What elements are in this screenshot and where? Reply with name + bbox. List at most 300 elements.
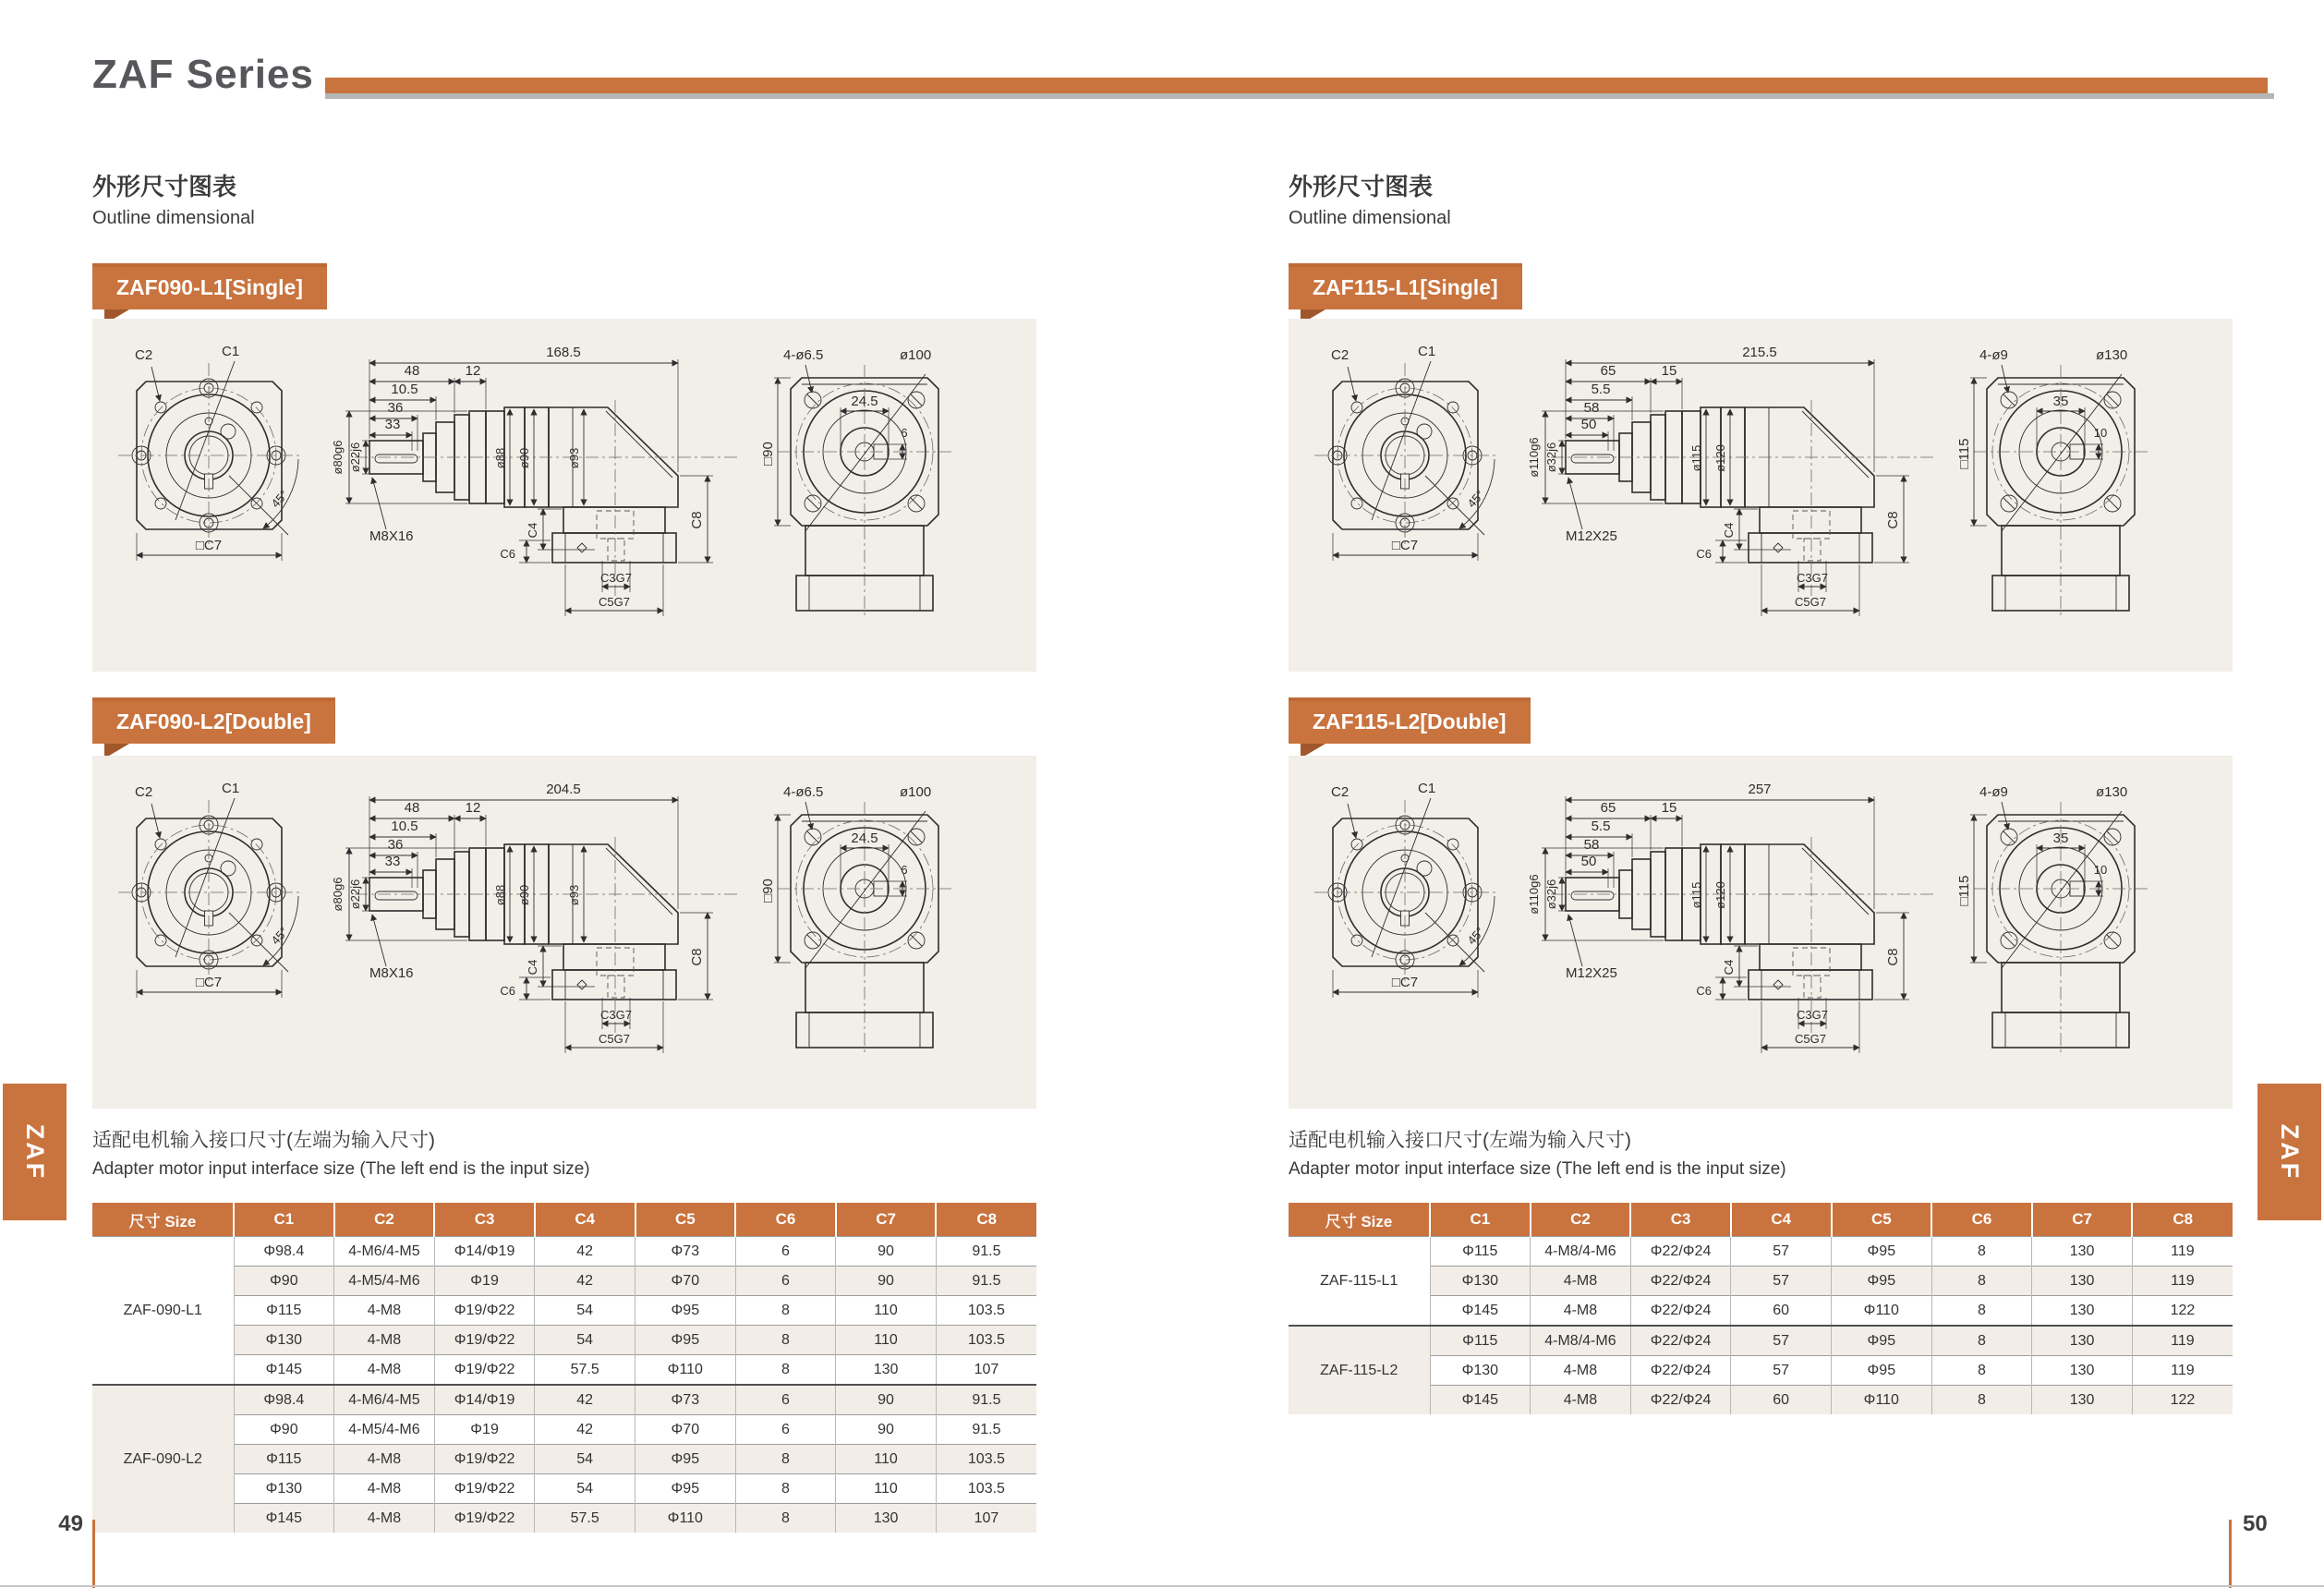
table-cell: Φ22/Φ24 <box>1630 1386 1731 1415</box>
dim-label: M12X25 <box>1566 528 1617 544</box>
dim-label: ø80g6 <box>331 440 345 475</box>
series-tab-right <box>2257 1084 2321 1220</box>
table-cell: Φ73 <box>635 1385 736 1415</box>
table-cell: 90 <box>836 1237 937 1267</box>
table-header-cell: C8 <box>936 1203 1036 1237</box>
table-cell: 8 <box>1931 1326 2032 1356</box>
table-cell: 107 <box>936 1355 1036 1386</box>
dim-label: 12 <box>465 363 481 379</box>
table-cell: 107 <box>936 1504 1036 1533</box>
dim-label: C1 <box>222 781 240 796</box>
table-header-cell: C7 <box>836 1203 937 1237</box>
dim-label: 204.5 <box>546 782 581 797</box>
table-cell: 8 <box>1931 1296 2032 1327</box>
dim-label: ø90 <box>517 447 531 469</box>
table-header-cell: C1 <box>234 1203 334 1237</box>
table-cell: 4-M8 <box>1531 1386 1631 1415</box>
table-cell: Φ95 <box>1832 1267 1932 1296</box>
table-cell: 57 <box>1731 1326 1832 1356</box>
table-cell: Φ19/Φ22 <box>434 1445 535 1474</box>
table-row <box>92 1504 1036 1533</box>
table-cell: 54 <box>535 1474 635 1504</box>
table-header-size: 尺寸 Size <box>92 1203 234 1237</box>
table-row <box>1289 1267 2233 1296</box>
table-cell: 4-M8 <box>334 1474 435 1504</box>
table-cell: 103.5 <box>936 1445 1036 1474</box>
dim-label: 58 <box>1583 400 1600 416</box>
table-cell: 42 <box>535 1267 635 1296</box>
table-cell: 60 <box>1731 1296 1832 1327</box>
table-header-cell: C3 <box>434 1203 535 1237</box>
drawing-zaf115-l2 <box>1289 756 2233 1109</box>
table-cell: 4-M5/4-M6 <box>334 1267 435 1296</box>
table-cell: Φ98.4 <box>234 1237 334 1267</box>
table-cell: 60 <box>1731 1386 1832 1415</box>
table-cell: Φ19/Φ22 <box>434 1355 535 1386</box>
dim-label: C3G7 <box>1797 1008 1828 1022</box>
table-row <box>92 1385 1036 1415</box>
gearbox-drawing <box>1289 319 2233 672</box>
dim-label: ø90 <box>517 884 531 906</box>
side-view <box>1527 782 1935 1053</box>
table-cell: Φ95 <box>1832 1356 1932 1386</box>
table-cell: Φ130 <box>234 1326 334 1355</box>
table-cell: 8 <box>735 1355 836 1386</box>
size-group-cell: ZAF-115-L1 <box>1289 1237 1430 1327</box>
size-group-cell: ZAF-115-L2 <box>1289 1326 1430 1414</box>
dim-label: 50 <box>1580 417 1597 432</box>
table-cell: 4-M8 <box>334 1326 435 1355</box>
series-tab-label: ZAF <box>20 1123 49 1181</box>
page-bottom-rule <box>0 1585 2324 1587</box>
table-cell: Φ19/Φ22 <box>434 1504 535 1533</box>
table-cell: 42 <box>535 1385 635 1415</box>
table-cell: 4-M6/4-M5 <box>334 1237 435 1267</box>
end-view <box>1956 784 2148 1053</box>
dim-label: C1 <box>1418 781 1436 796</box>
table-cell: 91.5 <box>936 1385 1036 1415</box>
table-cell: 8 <box>735 1474 836 1504</box>
dim-label: 33 <box>384 417 401 432</box>
table-cell: Φ115 <box>234 1296 334 1326</box>
table-cell: Φ95 <box>635 1445 736 1474</box>
dim-label: □C7 <box>1391 975 1419 990</box>
table-cell: 54 <box>535 1445 635 1474</box>
side-view <box>331 782 739 1053</box>
dim-label: 48 <box>404 800 420 816</box>
table-cell: Φ19/Φ22 <box>434 1326 535 1355</box>
dim-label: C8 <box>1885 511 1901 529</box>
table-cell: 103.5 <box>936 1474 1036 1504</box>
dim-label: C6 <box>1696 547 1712 561</box>
dim-label: C2 <box>1331 347 1350 363</box>
dim-label: C2 <box>135 347 153 363</box>
section-heading-right <box>1289 168 1451 229</box>
table-header-cell: C8 <box>2132 1203 2233 1237</box>
table-cell: 119 <box>2132 1237 2233 1267</box>
spec-table-zaf115 <box>1289 1203 2233 1414</box>
table-cell: Φ110 <box>1832 1386 1932 1415</box>
table-row <box>1289 1356 2233 1386</box>
title-accent-bar <box>325 78 2268 93</box>
dim-label: 5.5 <box>1591 818 1611 834</box>
dim-label: C2 <box>1331 784 1350 800</box>
table-cell: Φ90 <box>234 1415 334 1445</box>
table-cell: Φ22/Φ24 <box>1630 1267 1731 1296</box>
note-en: Adapter motor input interface size (The left end is the input size) <box>1289 1159 1786 1179</box>
dim-label: ø22j6 <box>348 442 362 473</box>
table-cell: 119 <box>2132 1356 2233 1386</box>
dim-label: 36 <box>387 400 404 416</box>
gearbox-drawing <box>1289 756 2233 1109</box>
table-cell: 57.5 <box>535 1504 635 1533</box>
table-cell: 91.5 <box>936 1267 1036 1296</box>
table-cell: Φ70 <box>635 1267 736 1296</box>
end-view <box>1956 347 2148 616</box>
dim-label: 215.5 <box>1742 345 1777 360</box>
dim-label: □115 <box>1956 438 1972 469</box>
series-tab-label: ZAF <box>2275 1123 2304 1181</box>
table-cell: 57 <box>1731 1237 1832 1267</box>
dim-label: C4 <box>1722 522 1736 539</box>
section-title-zh: 外形尺寸图表 <box>92 173 237 200</box>
note-zh: 适配电机输入接口尺寸(左端为输入尺寸) <box>1289 1130 1631 1151</box>
front-view <box>118 781 299 998</box>
table-cell: 130 <box>2032 1356 2133 1386</box>
dim-label: ø120 <box>1713 444 1727 472</box>
table-cell: 91.5 <box>936 1415 1036 1445</box>
section-heading-left <box>92 168 255 229</box>
table-cell: 4-M8 <box>1531 1296 1631 1327</box>
dim-label: 35 <box>2052 394 2069 409</box>
table-cell: 6 <box>735 1237 836 1267</box>
table-cell: Φ90 <box>234 1267 334 1296</box>
table-cell: 57 <box>1731 1356 1832 1386</box>
footer-accent-line-left <box>92 1520 95 1588</box>
series-tab-left <box>3 1084 67 1220</box>
table-row <box>1289 1296 2233 1327</box>
table-cell: Φ95 <box>635 1296 736 1326</box>
dim-label: M8X16 <box>369 965 414 981</box>
table-cell: Φ95 <box>1832 1326 1932 1356</box>
table-cell: 4-M8 <box>334 1445 435 1474</box>
section-title-zh: 外形尺寸图表 <box>1289 173 1434 200</box>
drawing-zaf090-l1 <box>92 319 1036 672</box>
gearbox-drawing <box>92 756 1036 1109</box>
drawing-zaf090-l2 <box>92 756 1036 1109</box>
table-cell: 8 <box>1931 1386 2032 1415</box>
table-cell: 8 <box>1931 1356 2032 1386</box>
dim-label: 10 <box>2093 426 2108 440</box>
table-cell: Φ95 <box>635 1474 736 1504</box>
table-cell: 130 <box>836 1355 937 1386</box>
table-header-size: 尺寸 Size <box>1289 1203 1430 1237</box>
dim-label: C3G7 <box>600 1008 632 1022</box>
dim-label: C5G7 <box>599 1032 630 1046</box>
table-cell: 4-M5/4-M6 <box>334 1415 435 1445</box>
table-cell: 110 <box>836 1445 937 1474</box>
spec-table-zaf090 <box>92 1203 1036 1533</box>
table-cell: 57.5 <box>535 1355 635 1386</box>
table-cell: Φ145 <box>234 1355 334 1386</box>
dim-label: □C7 <box>1391 538 1419 553</box>
table-cell: Φ110 <box>635 1504 736 1533</box>
dim-label: C5G7 <box>1795 595 1826 609</box>
table-cell: 130 <box>836 1504 937 1533</box>
table-cell: 4-M6/4-M5 <box>334 1385 435 1415</box>
side-view <box>1527 345 1935 616</box>
dim-label: 45° <box>1464 924 1487 948</box>
table-cell: Φ130 <box>234 1474 334 1504</box>
dim-label: ø22j6 <box>348 879 362 910</box>
dim-label: C6 <box>1696 984 1712 998</box>
table-cell: 91.5 <box>936 1237 1036 1267</box>
dim-label: 35 <box>2052 830 2069 846</box>
table-cell: 130 <box>2032 1267 2133 1296</box>
model-tag-zaf090-l2: ZAF090-L2[Double] <box>92 697 335 744</box>
table-header-cell: C5 <box>1832 1203 1932 1237</box>
table-row <box>92 1237 1036 1267</box>
dim-label: 65 <box>1600 800 1616 816</box>
note-en: Adapter motor input interface size (The left end is the input size) <box>92 1159 590 1179</box>
dim-label: ø88 <box>493 884 507 906</box>
dim-label: C4 <box>1722 959 1736 976</box>
table-cell: 4-M8/4-M6 <box>1531 1237 1631 1267</box>
table-cell: Φ14/Φ19 <box>434 1385 535 1415</box>
table-cell: 130 <box>2032 1237 2133 1267</box>
dim-label: □115 <box>1956 875 1972 906</box>
table-cell: 54 <box>535 1296 635 1326</box>
table-header-row <box>1289 1203 2233 1237</box>
table-header-cell: C7 <box>2032 1203 2133 1237</box>
dim-label: □90 <box>760 879 776 903</box>
table-row <box>92 1355 1036 1386</box>
table-cell: 110 <box>836 1326 937 1355</box>
front-view <box>118 344 299 561</box>
dim-label: C8 <box>689 511 705 529</box>
table-cell: 4-M8 <box>334 1355 435 1386</box>
dim-label: □C7 <box>195 975 223 990</box>
front-view <box>1314 344 1495 561</box>
dim-label: 15 <box>1661 800 1677 816</box>
table-row <box>92 1267 1036 1296</box>
dim-label: C3G7 <box>1797 571 1828 585</box>
table-cell: Φ22/Φ24 <box>1630 1296 1731 1327</box>
end-view <box>760 784 951 1053</box>
table-row <box>92 1296 1036 1326</box>
size-group-cell: ZAF-090-L1 <box>92 1237 234 1386</box>
table-cell: 6 <box>735 1415 836 1445</box>
table-cell: 119 <box>2132 1267 2233 1296</box>
table-cell: Φ145 <box>234 1504 334 1533</box>
dim-label: C6 <box>500 984 515 998</box>
dim-label: 45° <box>268 487 291 511</box>
section-title-en: Outline dimensional <box>92 208 255 228</box>
dim-label: ø32j6 <box>1544 442 1558 473</box>
dim-label: 168.5 <box>546 345 581 360</box>
table-cell: 6 <box>735 1267 836 1296</box>
page-number-left: 49 <box>58 1511 83 1536</box>
table-cell: 130 <box>2032 1386 2133 1415</box>
table-header-cell: C2 <box>1531 1203 1631 1237</box>
table-row <box>1289 1237 2233 1267</box>
dim-label: 50 <box>1580 854 1597 869</box>
table-header-cell: C1 <box>1430 1203 1531 1237</box>
table-cell: 8 <box>735 1445 836 1474</box>
dim-label: 12 <box>465 800 481 816</box>
dim-label: 4-ø6.5 <box>783 347 824 363</box>
dim-label: 24.5 <box>851 394 878 409</box>
table-cell: Φ115 <box>1430 1326 1531 1356</box>
dim-label: ø88 <box>493 447 507 469</box>
table-cell: 54 <box>535 1326 635 1355</box>
table-row <box>92 1415 1036 1445</box>
size-group-cell: ZAF-090-L2 <box>92 1385 234 1533</box>
table-cell: 103.5 <box>936 1326 1036 1355</box>
table-cell: 42 <box>535 1415 635 1445</box>
table-cell: 119 <box>2132 1326 2233 1356</box>
dim-label: C5G7 <box>1795 1032 1826 1046</box>
table-header-cell: C3 <box>1630 1203 1731 1237</box>
model-tag-zaf115-l2: ZAF115-L2[Double] <box>1289 697 1531 744</box>
dim-label: ø110g6 <box>1527 437 1541 478</box>
table-row <box>92 1326 1036 1355</box>
side-view <box>331 345 739 616</box>
table-cell: Φ110 <box>635 1355 736 1386</box>
table-cell: 130 <box>2032 1326 2133 1356</box>
table-cell: Φ145 <box>1430 1296 1531 1327</box>
table-cell: Φ19 <box>434 1267 535 1296</box>
table-cell: 4-M8 <box>334 1504 435 1533</box>
dim-label: 6 <box>901 863 908 877</box>
model-tag-zaf115-l1: ZAF115-L1[Single] <box>1289 263 1522 309</box>
table-cell: Φ115 <box>234 1445 334 1474</box>
table-cell: Φ110 <box>1832 1296 1932 1327</box>
table-cell: Φ98.4 <box>234 1385 334 1415</box>
table-cell: Φ145 <box>1430 1386 1531 1415</box>
table-cell: Φ22/Φ24 <box>1630 1237 1731 1267</box>
dim-label: 24.5 <box>851 830 878 846</box>
dim-label: C5G7 <box>599 595 630 609</box>
dim-label: ø80g6 <box>331 877 345 912</box>
dim-label: 257 <box>1748 782 1772 797</box>
table-cell: 6 <box>735 1385 836 1415</box>
table-header-row <box>92 1203 1036 1237</box>
table-cell: Φ95 <box>635 1326 736 1355</box>
dim-label: ø93 <box>567 447 581 469</box>
table-cell: Φ19 <box>434 1415 535 1445</box>
dim-label: ø32j6 <box>1544 879 1558 910</box>
dim-label: ø115 <box>1689 444 1703 472</box>
dim-label: C1 <box>1418 344 1436 359</box>
dim-label: ø130 <box>2096 784 2128 800</box>
table-cell: 4-M8 <box>1531 1356 1631 1386</box>
table-header-cell: C2 <box>334 1203 435 1237</box>
model-tag-zaf090-l1: ZAF090-L1[Single] <box>92 263 327 309</box>
dim-label: 10 <box>2093 863 2108 877</box>
table-header-cell: C4 <box>1731 1203 1832 1237</box>
dim-label: C8 <box>689 948 705 966</box>
dim-label: ø110g6 <box>1527 874 1541 915</box>
front-view <box>1314 781 1495 998</box>
table-row <box>1289 1386 2233 1415</box>
dim-label: C4 <box>526 959 539 976</box>
table-cell: Φ19/Φ22 <box>434 1296 535 1326</box>
dim-label: C6 <box>500 547 515 561</box>
dim-label: ø93 <box>567 884 581 906</box>
table-cell: Φ70 <box>635 1415 736 1445</box>
table-cell: 4-M8 <box>334 1296 435 1326</box>
table-cell: 42 <box>535 1237 635 1267</box>
dim-label: M12X25 <box>1566 965 1617 981</box>
table-cell: Φ19/Φ22 <box>434 1474 535 1504</box>
table-row <box>92 1474 1036 1504</box>
table-cell: 110 <box>836 1474 937 1504</box>
table-cell: 4-M8 <box>1531 1267 1631 1296</box>
adapter-note-right <box>1289 1125 1786 1180</box>
end-view <box>760 347 951 616</box>
dim-label: ø120 <box>1713 881 1727 909</box>
table-header-cell: C5 <box>635 1203 736 1237</box>
table-header-cell: C6 <box>1931 1203 2032 1237</box>
page-number-right: 50 <box>2243 1511 2268 1536</box>
section-title-en: Outline dimensional <box>1289 208 1451 228</box>
table-cell: 8 <box>1931 1267 2032 1296</box>
dim-label: □C7 <box>195 538 223 553</box>
gearbox-drawing <box>92 319 1036 672</box>
table-cell: 110 <box>836 1296 937 1326</box>
adapter-note-left <box>92 1125 590 1180</box>
dim-label: 10.5 <box>391 818 418 834</box>
table-cell: 122 <box>2132 1386 2233 1415</box>
title-bar-shadow <box>325 93 2274 99</box>
dim-label: 48 <box>404 363 420 379</box>
dim-label: □90 <box>760 442 776 466</box>
table-cell: 103.5 <box>936 1296 1036 1326</box>
table-row <box>92 1445 1036 1474</box>
dim-label: 65 <box>1600 363 1616 379</box>
dim-label: C2 <box>135 784 153 800</box>
dim-label: ø100 <box>900 347 932 363</box>
footer-accent-line-right <box>2229 1520 2232 1588</box>
dim-label: 45° <box>1464 487 1487 511</box>
table-header-cell: C4 <box>535 1203 635 1237</box>
dim-label: C1 <box>222 344 240 359</box>
table-cell: 57 <box>1731 1267 1832 1296</box>
table-cell: 90 <box>836 1385 937 1415</box>
dim-label: 4-ø9 <box>1979 347 2008 363</box>
table-header-cell: C6 <box>735 1203 836 1237</box>
table-cell: Φ14/Φ19 <box>434 1237 535 1267</box>
table-cell: 4-M8/4-M6 <box>1531 1326 1631 1356</box>
table-cell: 90 <box>836 1267 937 1296</box>
table-cell: Φ130 <box>1430 1267 1531 1296</box>
note-zh: 适配电机输入接口尺寸(左端为输入尺寸) <box>92 1130 435 1151</box>
table-cell: 8 <box>735 1296 836 1326</box>
dim-label: M8X16 <box>369 528 414 544</box>
dim-label: 10.5 <box>391 382 418 397</box>
dim-label: C3G7 <box>600 571 632 585</box>
dim-label: 45° <box>268 924 291 948</box>
dim-label: 4-ø9 <box>1979 784 2008 800</box>
table-cell: Φ130 <box>1430 1356 1531 1386</box>
dim-label: ø130 <box>2096 347 2128 363</box>
table-cell: 122 <box>2132 1296 2233 1327</box>
dim-label: 6 <box>901 426 908 440</box>
table-cell: 8 <box>1931 1237 2032 1267</box>
drawing-zaf115-l1 <box>1289 319 2233 672</box>
table-cell: 90 <box>836 1415 937 1445</box>
